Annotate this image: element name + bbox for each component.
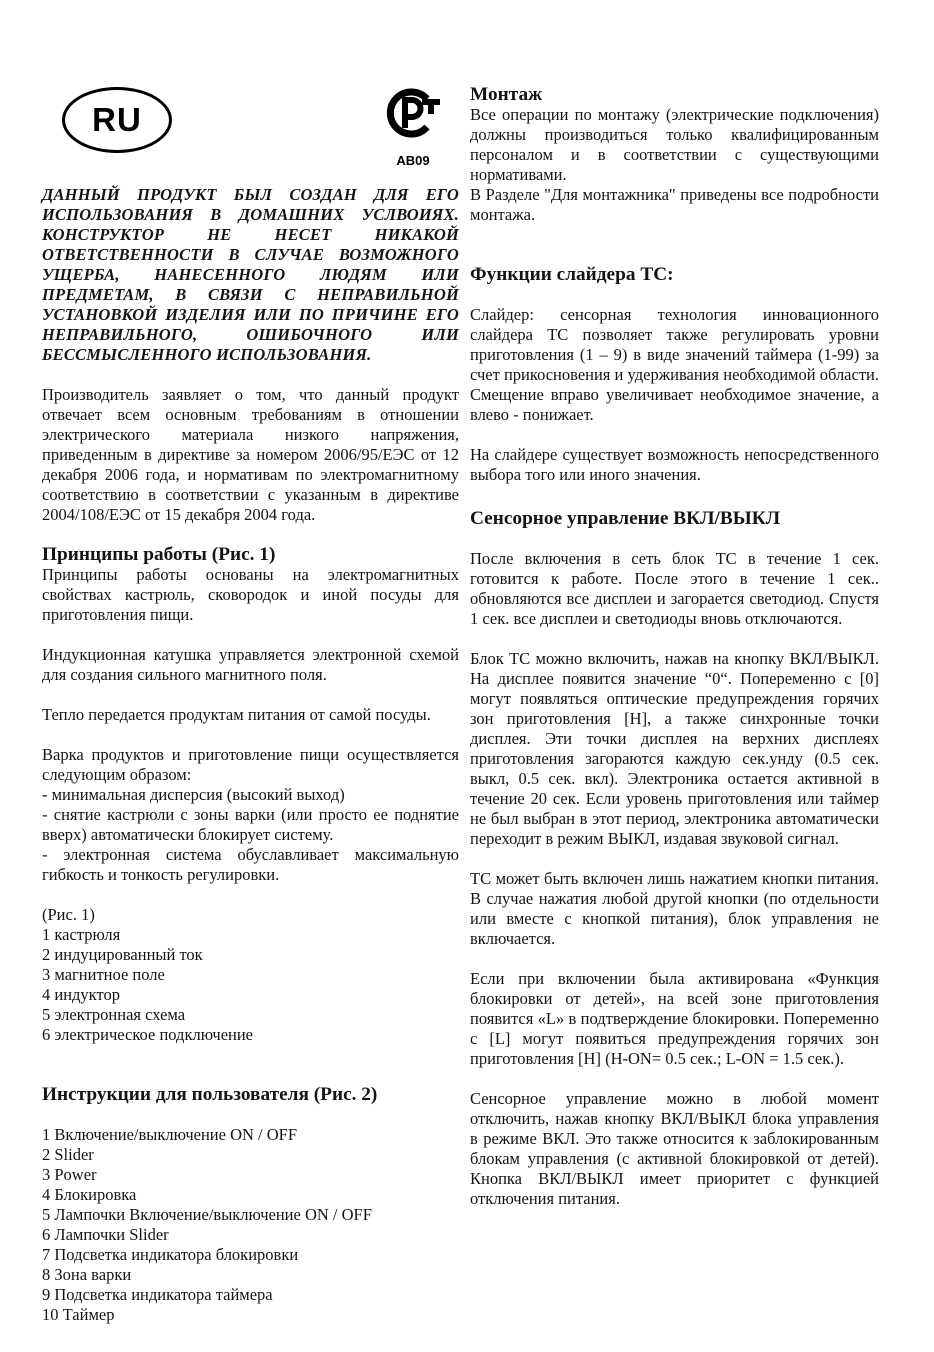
fig2-legend-item: 2 Slider: [42, 1145, 94, 1164]
rostest-cert-block: [381, 87, 445, 171]
rostest-pct-icon: [385, 87, 441, 145]
ru-badge-label: RU: [92, 101, 142, 138]
touch-control-paragraph-5: Сенсорное управление можно в любой момент отключить, нажав кнопку ВКЛ/ВЫКЛ блока управления в режиме ВКЛ. Это также относится к заблокированным блокам управления (с активной блокировкой от детей). Кнопка ВКЛ/ВЫКЛ имеет приоритет с функцией отключения питания.: [470, 1089, 879, 1208]
cooking-process-bullet: - минимальная дисперсия (высокий выход): [42, 785, 345, 804]
disclaimer-text: ДАННЫЙ ПРОДУКТ БЫЛ СОЗДАН ДЛЯ ЕГО ИСПОЛЬЗОВАНИЯ В ДОМАШНИХ УСЛВОИЯХ. КОНСТРУКТОР НЕ НЕСЕТ НИКАКОЙ ОТВЕТСТВЕННОСТИ В СЛУЧАЕ ВОЗМОЖНОГО УЩЕРБА, НАНЕСЕННОГО ЛЮДЯМ ИЛИ ПРЕДМЕТАМ, В СВЯЗИ С НЕПРАВИЛЬНОЙ УСТАНОВКОЙ ИЗДЕЛИЯ ИЛИ ПО ПРИЧИНЕ ЕГО НЕПРАВИЛЬНОГО, ОШИБОЧНОГО ИЛИ БЕССМЫСЛЕННОГО ИСПОЛЬЗОВАНИЯ.: [42, 185, 459, 364]
cooking-process-bullet: - снятие кастрюли с зоны варки (или просто ее поднятие вверх) автоматически блокирует систему.: [42, 805, 459, 844]
certification-logos: [42, 85, 459, 171]
fig1-legend-item: 2 индуцированный ток: [42, 945, 203, 964]
fig1-legend-item: 1 кастрюля: [42, 925, 121, 944]
section-heading-principles: Принципы работы (Рис. 1): [42, 544, 276, 565]
fig2-legend-item: 1 Включение/выключение ON / OFF: [42, 1125, 298, 1144]
fig1-legend-item: 6 электрическое подключение: [42, 1025, 253, 1044]
fig2-legend-item: 6 Лампочки Slider: [42, 1225, 169, 1244]
montage-paragraph-1: Все операции по монтажу (электрические подключения) должны производиться только квалифицированным персоналом и в соответствии с существующими нормативами.: [470, 105, 879, 184]
fig1-legend-item: 5 электронная схема: [42, 1005, 186, 1024]
right-column: [470, 85, 879, 1229]
slider-paragraph-1: Слайдер: сенсорная технология инновационного слайдера ТС позволяет также регулировать уровни приготовления (1 – 9) в виде значений таймера (1-99) за счет прикосновения и удерживания необходимой области. Смещение вправо увеличивает необходимое значение, а влево - понижает.: [470, 305, 879, 424]
ru-country-badge: [62, 87, 172, 153]
fig1-legend-item: 4 индуктор: [42, 985, 120, 1004]
fig2-legend-item: 5 Лампочки Включение/выключение ON / OFF: [42, 1205, 372, 1224]
section-heading-slider: Функции слайдера ТС:: [470, 264, 674, 285]
fig2-legend-item: 8 Зона варки: [42, 1265, 132, 1284]
cooking-process-bullet: - электронная система обуславливает максимальную гибкость и тонкость регулировки.: [42, 845, 459, 884]
touch-control-paragraph-3: ТС может быть включен лишь нажатием кнопки питания. В случае нажатия любой другой кнопки (по отдельности или вместе с кнопкой питания), блок управления не включается.: [470, 869, 879, 948]
section-heading-montage: Монтаж: [470, 84, 543, 105]
touch-control-paragraph-4: Если при включении была активирована «Функция блокировки от детей», на всей зоне приготовления появится «L» в подтверждение блокировки. Попеременно с [L] могут появиться предупреждения горячих зон приготовления [H] (H-ON= 0.5 сек.; L-ON = 1.5 сек.).: [470, 969, 879, 1068]
fig1-legend: [42, 905, 459, 1045]
montage-paragraph-2: В Разделе "Для монтажника" приведены все подробности монтажа.: [470, 185, 879, 224]
cert-code: АВ09: [396, 153, 430, 168]
slider-paragraph-2: На слайдере существует возможность непосредственного выбора того или иного значения.: [470, 445, 879, 484]
cooking-process-block: [42, 745, 459, 885]
fig2-legend-item: 3 Power: [42, 1165, 97, 1184]
section-heading-touch-control: Сенсорное управление ВКЛ/ВЫКЛ: [470, 508, 781, 529]
fig2-legend-item: 7 Подсветка индикатора блокировки: [42, 1245, 299, 1264]
touch-control-paragraph-2: Блок ТС можно включить, нажав на кнопку ВКЛ/ВЫКЛ. На дисплее появится значение “0“. Попеременно с [0] могут появляться оптические предупреждения горячих зон приготовления [H], а также синхронные точки дисплея. Эти точки дисплея на верхних дисплеях приготовления загораются каждую сек.унду (0.5 сек. выкл, 0.5 сек. вкл). Электроника остается активной в течение 20 сек. Если уровень приготовления или таймер не был выбран в этот период, электроника автоматически переходит в режим ВЫКЛ, издавая звуковой сигнал.: [470, 649, 879, 848]
touch-control-paragraph-1: После включения в сеть блок ТС в течение 1 сек. готовится к работе. После этого в течение 1 сек.. обновляются все дисплеи и загорается светодиод. Спустя 1 сек. все дисплеи и светодиоды вновь отключаются.: [470, 549, 879, 628]
compliance-paragraph: Производитель заявляет о том, что данный продукт отвечает всем основным требованиям в отношении электрического материала низкого напряжения, приведенным в директиве за номером 2006/95/ЕЭС от 12 декабря 2006 года, и нормативам по электромагнитному соответствию в соответствии с указанным в директиве 2004/108/ЕЭС от 15 декабря 2004 года.: [42, 385, 459, 524]
fig1-legend-item: 3 магнитное поле: [42, 965, 165, 984]
principles-paragraph-1: Принципы работы основаны на электромагнитных свойствах кастрюль, сковородок и иной посуды для приготовления пищи.: [42, 565, 459, 624]
section-heading-user-instructions: Инструкции для пользователя (Рис. 2): [42, 1084, 378, 1105]
fig2-legend: [42, 1125, 459, 1325]
fig2-legend-item: 10 Таймер: [42, 1305, 115, 1324]
fig2-legend-item: 4 Блокировка: [42, 1185, 137, 1204]
principles-paragraph-3: Тепло передается продуктам питания от самой посуды.: [42, 705, 431, 724]
fig2-legend-item: 9 Подсветка индикатора таймера: [42, 1285, 273, 1304]
fig1-caption: (Рис. 1): [42, 905, 95, 924]
left-column: [42, 85, 459, 1345]
principles-paragraph-2: Индукционная катушка управляется электронной схемой для создания сильного магнитного поля.: [42, 645, 459, 684]
cooking-process-intro: Варка продуктов и приготовление пищи осуществляется следующим образом:: [42, 745, 459, 784]
